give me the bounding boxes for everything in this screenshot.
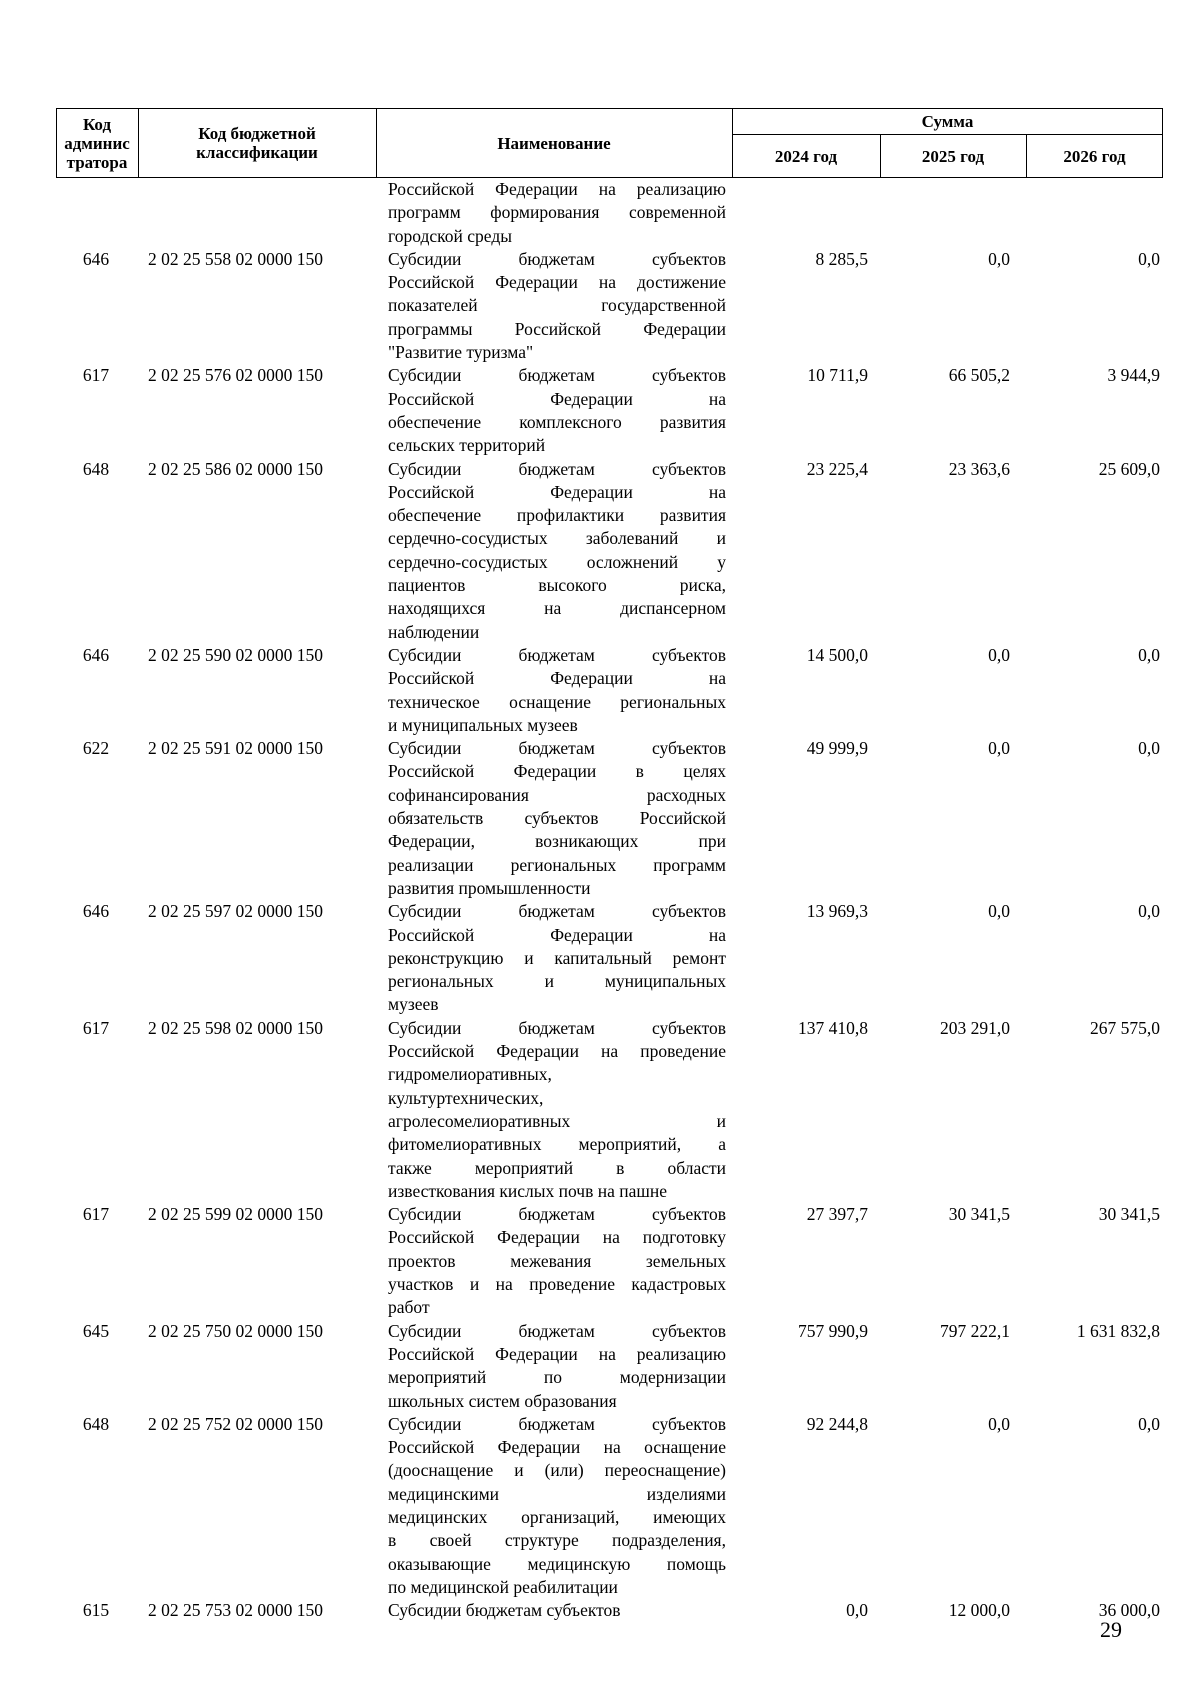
header-year-2026: 2026 год xyxy=(1063,146,1126,166)
name-cell xyxy=(388,644,726,737)
budget-code-cell: 2 02 25 598 02 0000 150 xyxy=(148,1017,323,1038)
name-line: медицинских организаций, имеющих xyxy=(388,1507,726,1528)
name-line: оказывающие медицинскую помощь xyxy=(388,1553,726,1574)
admin-code-cell: 646 xyxy=(82,901,110,922)
header-year-2024: 2024 год xyxy=(774,146,838,166)
amount-2025-cell: 66 505,2 xyxy=(948,365,1010,386)
budget-code-cell: 2 02 25 752 02 0000 150 xyxy=(148,1413,323,1434)
name-line: школьных систем образования xyxy=(388,1390,617,1411)
amount-2024-cell: 8 285,5 xyxy=(815,248,868,269)
amount-2025-cell: 797 222,1 xyxy=(940,1320,1010,1341)
budget-code-cell: 2 02 25 599 02 0000 150 xyxy=(148,1204,323,1225)
name-line: фитомелиоративных мероприятий, а xyxy=(388,1134,726,1155)
budget-code-cell: 2 02 25 597 02 0000 150 xyxy=(148,901,323,922)
name-line: показателей государственной xyxy=(388,295,726,316)
name-line: сердечно-сосудистых заболеваний и xyxy=(388,528,726,549)
name-line: Субсидии бюджетам субъектов xyxy=(388,738,726,759)
admin-code-cell: 646 xyxy=(82,645,110,665)
header-name: Наименование xyxy=(497,133,611,153)
budget-code-cell: 2 02 25 590 02 0000 150 xyxy=(148,645,323,665)
amount-2025-cell: 12 000,0 xyxy=(948,1600,1010,1621)
name-line: Федерации, возникающих при xyxy=(388,831,726,852)
name-line: Российской Федерации в целях xyxy=(388,761,726,782)
budget-code-cell: 2 02 25 753 02 0000 150 xyxy=(148,1600,323,1621)
admin-code-cell: 617 xyxy=(82,1017,110,1038)
amount-2025-cell: 30 341,5 xyxy=(948,1204,1010,1225)
amount-2026-cell: 1 631 832,8 xyxy=(1076,1320,1160,1341)
name-line: региональных и муниципальных xyxy=(388,971,726,992)
name-line: по медицинской реабилитации xyxy=(388,1576,618,1597)
name-line: реализации региональных программ xyxy=(388,854,726,875)
admin-code-cell: 617 xyxy=(82,1204,110,1225)
amount-2024-cell: 757 990,9 xyxy=(798,1320,868,1341)
name-line: в своей структуре подразделения, xyxy=(388,1530,726,1551)
admin-code-cell: 648 xyxy=(82,1413,110,1434)
amount-2026-cell: 36 000,0 xyxy=(1098,1600,1160,1621)
amount-2026-cell: 0,0 xyxy=(1138,1413,1160,1434)
name-line: Субсидии бюджетам субъектов xyxy=(388,1413,726,1434)
budget-code-cell: 2 02 25 576 02 0000 150 xyxy=(148,365,323,386)
name-line: Российской Федерации на xyxy=(388,388,726,409)
amount-2026-cell: 25 609,0 xyxy=(1098,458,1160,479)
amount-2025-cell: 0,0 xyxy=(988,901,1010,922)
amount-2026-cell: 0,0 xyxy=(1138,738,1160,759)
name-line: Субсидии бюджетам субъектов xyxy=(388,1017,726,1038)
admin-code-cell: 648 xyxy=(82,458,110,479)
amount-2025-cell: 23 363,6 xyxy=(948,458,1010,479)
budget-code-cell: 2 02 25 591 02 0000 150 xyxy=(148,738,323,759)
name-line: реконструкцию и капитальный ремонт xyxy=(388,947,726,968)
amount-2024-cell: 10 711,9 xyxy=(807,365,868,386)
name-line: сельских территорий xyxy=(388,435,546,456)
name-line: Субсидии бюджетам субъектов xyxy=(388,901,726,922)
amount-2026-cell: 0,0 xyxy=(1138,901,1160,922)
amount-2024-cell: 92 244,8 xyxy=(806,1413,868,1434)
budget-code-cell: 2 02 25 586 02 0000 150 xyxy=(148,458,323,479)
amount-2024-cell: 13 969,3 xyxy=(806,901,868,922)
budget-code-cell: 2 02 25 750 02 0000 150 xyxy=(148,1320,323,1341)
name-line: Субсидии бюджетам субъектов xyxy=(388,458,726,479)
name-line: обязательств субъектов Российской xyxy=(388,808,726,829)
name-line: также мероприятий в области xyxy=(388,1157,726,1178)
amount-2025-cell: 0,0 xyxy=(988,738,1010,759)
name-cell xyxy=(388,458,726,644)
name-cell xyxy=(388,1599,726,1622)
name-line: пациентов высокого риска, xyxy=(388,575,726,596)
admin-code-cell: 622 xyxy=(82,738,110,759)
name-line: Российской Федерации на реализацию xyxy=(388,1343,726,1364)
name-cell xyxy=(388,248,726,364)
name-line: Субсидии бюджетам субъектов xyxy=(388,1320,726,1341)
name-cell xyxy=(388,900,726,1016)
amount-2026-cell: 0,0 xyxy=(1138,248,1160,269)
name-line: проектов межевания земельных xyxy=(388,1250,726,1271)
name-line: обеспечение профилактики развития xyxy=(388,505,726,526)
name-line: работ xyxy=(388,1297,430,1318)
admin-code-cell: 645 xyxy=(82,1320,110,1341)
name-line: культуртехнических, xyxy=(388,1087,544,1108)
name-line: развития промышленности xyxy=(388,877,591,898)
name-cell xyxy=(388,1413,726,1599)
name-line: Российской Федерации на xyxy=(388,924,726,945)
amount-2025-cell: 0,0 xyxy=(988,1413,1010,1434)
amount-2026-cell: 0,0 xyxy=(1138,645,1160,665)
amount-2024-cell: 14 500,0 xyxy=(806,645,868,665)
name-line: Субсидии бюджетам субъектов xyxy=(388,1600,621,1621)
budget-code-cell: 2 02 25 558 02 0000 150 xyxy=(148,248,323,269)
name-line: Субсидии бюджетам субъектов xyxy=(388,645,726,665)
name-line: Субсидии бюджетам субъектов xyxy=(388,365,726,386)
amount-2025-cell: 203 291,0 xyxy=(940,1017,1010,1038)
name-line: Субсидии бюджетам субъектов xyxy=(388,248,726,269)
name-cell xyxy=(388,364,726,457)
amount-2025-cell: 0,0 xyxy=(988,645,1010,665)
name-cell xyxy=(388,737,726,900)
continuation-text: Российской Федерации на реализацию программ формирования современной городской среды xyxy=(388,179,726,246)
name-line: медицинскими изделиями xyxy=(388,1483,726,1504)
header-year-2025: 2025 год xyxy=(921,146,985,166)
name-line: (дооснащение и (или) переоснащение) xyxy=(388,1460,726,1481)
name-line: известкования кислых почв на пашне xyxy=(388,1180,667,1201)
name-line: Российской Федерации на оснащение xyxy=(388,1437,726,1458)
name-line: и муниципальных музеев xyxy=(388,714,578,735)
amount-2026-cell: 267 575,0 xyxy=(1090,1017,1160,1038)
name-line: софинансирования расходных xyxy=(388,784,726,805)
name-line: наблюдении xyxy=(388,621,480,642)
amount-2025-cell: 0,0 xyxy=(988,248,1010,269)
page-number: 29 xyxy=(1100,1617,1122,1642)
header-budget-code: Код бюджетной классификации xyxy=(196,124,318,162)
name-line: гидромелиоративных, xyxy=(388,1064,552,1085)
admin-code-cell: 615 xyxy=(82,1600,110,1621)
name-line: участков и на проведение кадастровых xyxy=(388,1274,726,1295)
name-line: находящихся на диспансерном xyxy=(388,598,726,619)
name-line: программы Российской Федерации xyxy=(388,318,726,339)
name-line: агролесомелиоративных и xyxy=(388,1110,726,1131)
admin-code-cell: 617 xyxy=(82,365,110,386)
amount-2024-cell: 23 225,4 xyxy=(806,458,868,479)
header-sum: Сумма xyxy=(921,111,974,131)
name-line: техническое оснащение региональных xyxy=(388,691,726,712)
name-line: Российской Федерации на xyxy=(388,481,726,502)
admin-code-cell: 646 xyxy=(82,248,110,269)
name-line: Российской Федерации на достижение xyxy=(388,272,726,293)
name-line: музеев xyxy=(388,994,439,1015)
table-header xyxy=(56,108,1163,178)
amount-2026-cell: 3 944,9 xyxy=(1107,365,1160,386)
name-line: обеспечение комплексного развития xyxy=(388,411,726,432)
name-line: Субсидии бюджетам субъектов xyxy=(388,1204,726,1225)
amount-2024-cell: 137 410,8 xyxy=(798,1017,868,1038)
amount-2024-cell: 27 397,7 xyxy=(806,1204,868,1225)
amount-2024-cell: 49 999,9 xyxy=(806,738,868,759)
amount-2026-cell: 30 341,5 xyxy=(1098,1204,1160,1225)
header-admin-code: Код админис тратора xyxy=(64,114,130,172)
name-line: Российской Федерации на подготовку xyxy=(388,1227,726,1248)
amount-2024-cell: 0,0 xyxy=(846,1600,868,1621)
name-line: "Развитие туризма" xyxy=(388,342,534,363)
name-line: Российской Федерации на проведение xyxy=(388,1041,726,1062)
name-cell xyxy=(388,1017,726,1203)
name-line: мероприятий по модернизации xyxy=(388,1367,726,1388)
name-line: Российской Федерации на xyxy=(388,668,726,689)
name-cell xyxy=(388,1320,726,1413)
name-cell xyxy=(388,1203,726,1319)
name-line: сердечно-сосудистых осложнений у xyxy=(388,551,726,572)
